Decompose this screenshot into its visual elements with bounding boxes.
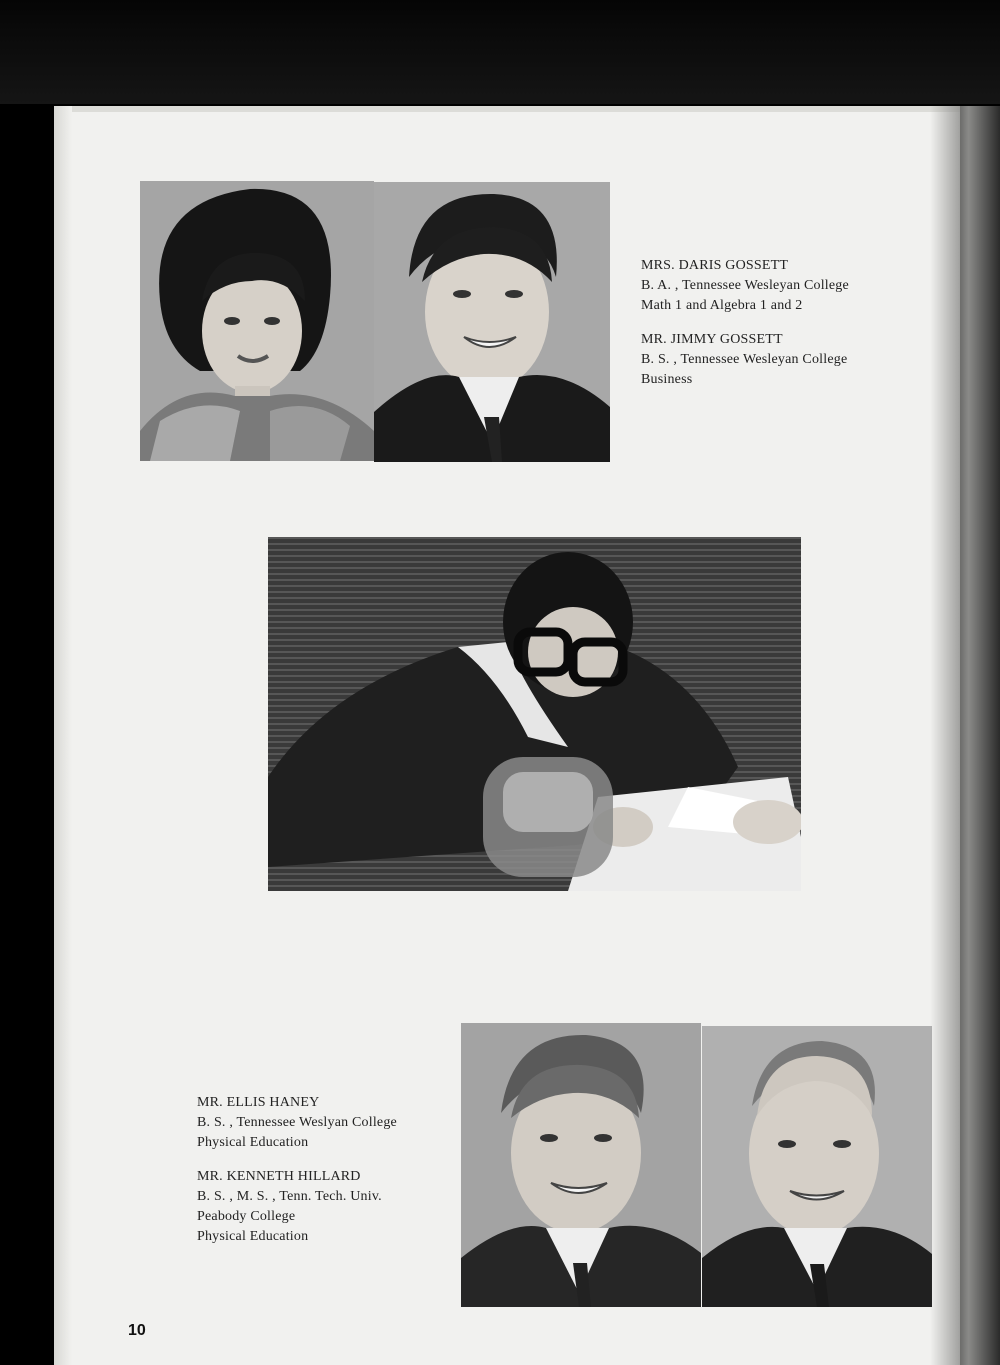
teacher-degree: B. S. , Tennessee Wesleyan College — [641, 352, 848, 367]
portrait-photo-ellis-haney — [461, 1023, 701, 1307]
teacher-degree: B. A. , Tennessee Wesleyan College — [641, 278, 849, 293]
teacher-name: MR. KENNETH HILLARD — [197, 1169, 361, 1184]
teacher-subject: Physical Education — [197, 1135, 309, 1150]
page-binding-edge — [54, 106, 72, 1365]
caption-entry-ellis-haney — [197, 1093, 397, 1153]
scan-right-shadow — [930, 106, 1000, 1365]
scan-background — [0, 0, 1000, 104]
portrait-photo-daris-gossett — [140, 181, 374, 461]
teacher-subject: Physical Education — [197, 1229, 309, 1244]
teacher-subject: Business — [641, 372, 693, 387]
candid-photo-teacher-reading — [268, 537, 801, 891]
bottom-caption — [197, 1093, 397, 1261]
teacher-subject: Math 1 and Algebra 1 and 2 — [641, 298, 803, 313]
caption-entry-daris-gossett — [641, 256, 849, 316]
teacher-degree-2: Peabody College — [197, 1209, 296, 1224]
teacher-name: MR. JIMMY GOSSETT — [641, 332, 783, 347]
portrait-photo-jimmy-gossett — [374, 182, 610, 462]
caption-entry-kenneth-hillard — [197, 1167, 397, 1247]
portrait-photo-kenneth-hillard — [702, 1026, 932, 1307]
teacher-degree: B. S. , M. S. , Tenn. Tech. Univ. — [197, 1189, 382, 1204]
teacher-name: MRS. DARIS GOSSETT — [641, 258, 789, 273]
top-caption — [641, 256, 849, 404]
teacher-name: MR. ELLIS HANEY — [197, 1095, 320, 1110]
page-number: 10 — [128, 1322, 146, 1339]
teacher-degree: B. S. , Tennessee Weslyan College — [197, 1115, 397, 1130]
caption-entry-jimmy-gossett — [641, 330, 849, 390]
